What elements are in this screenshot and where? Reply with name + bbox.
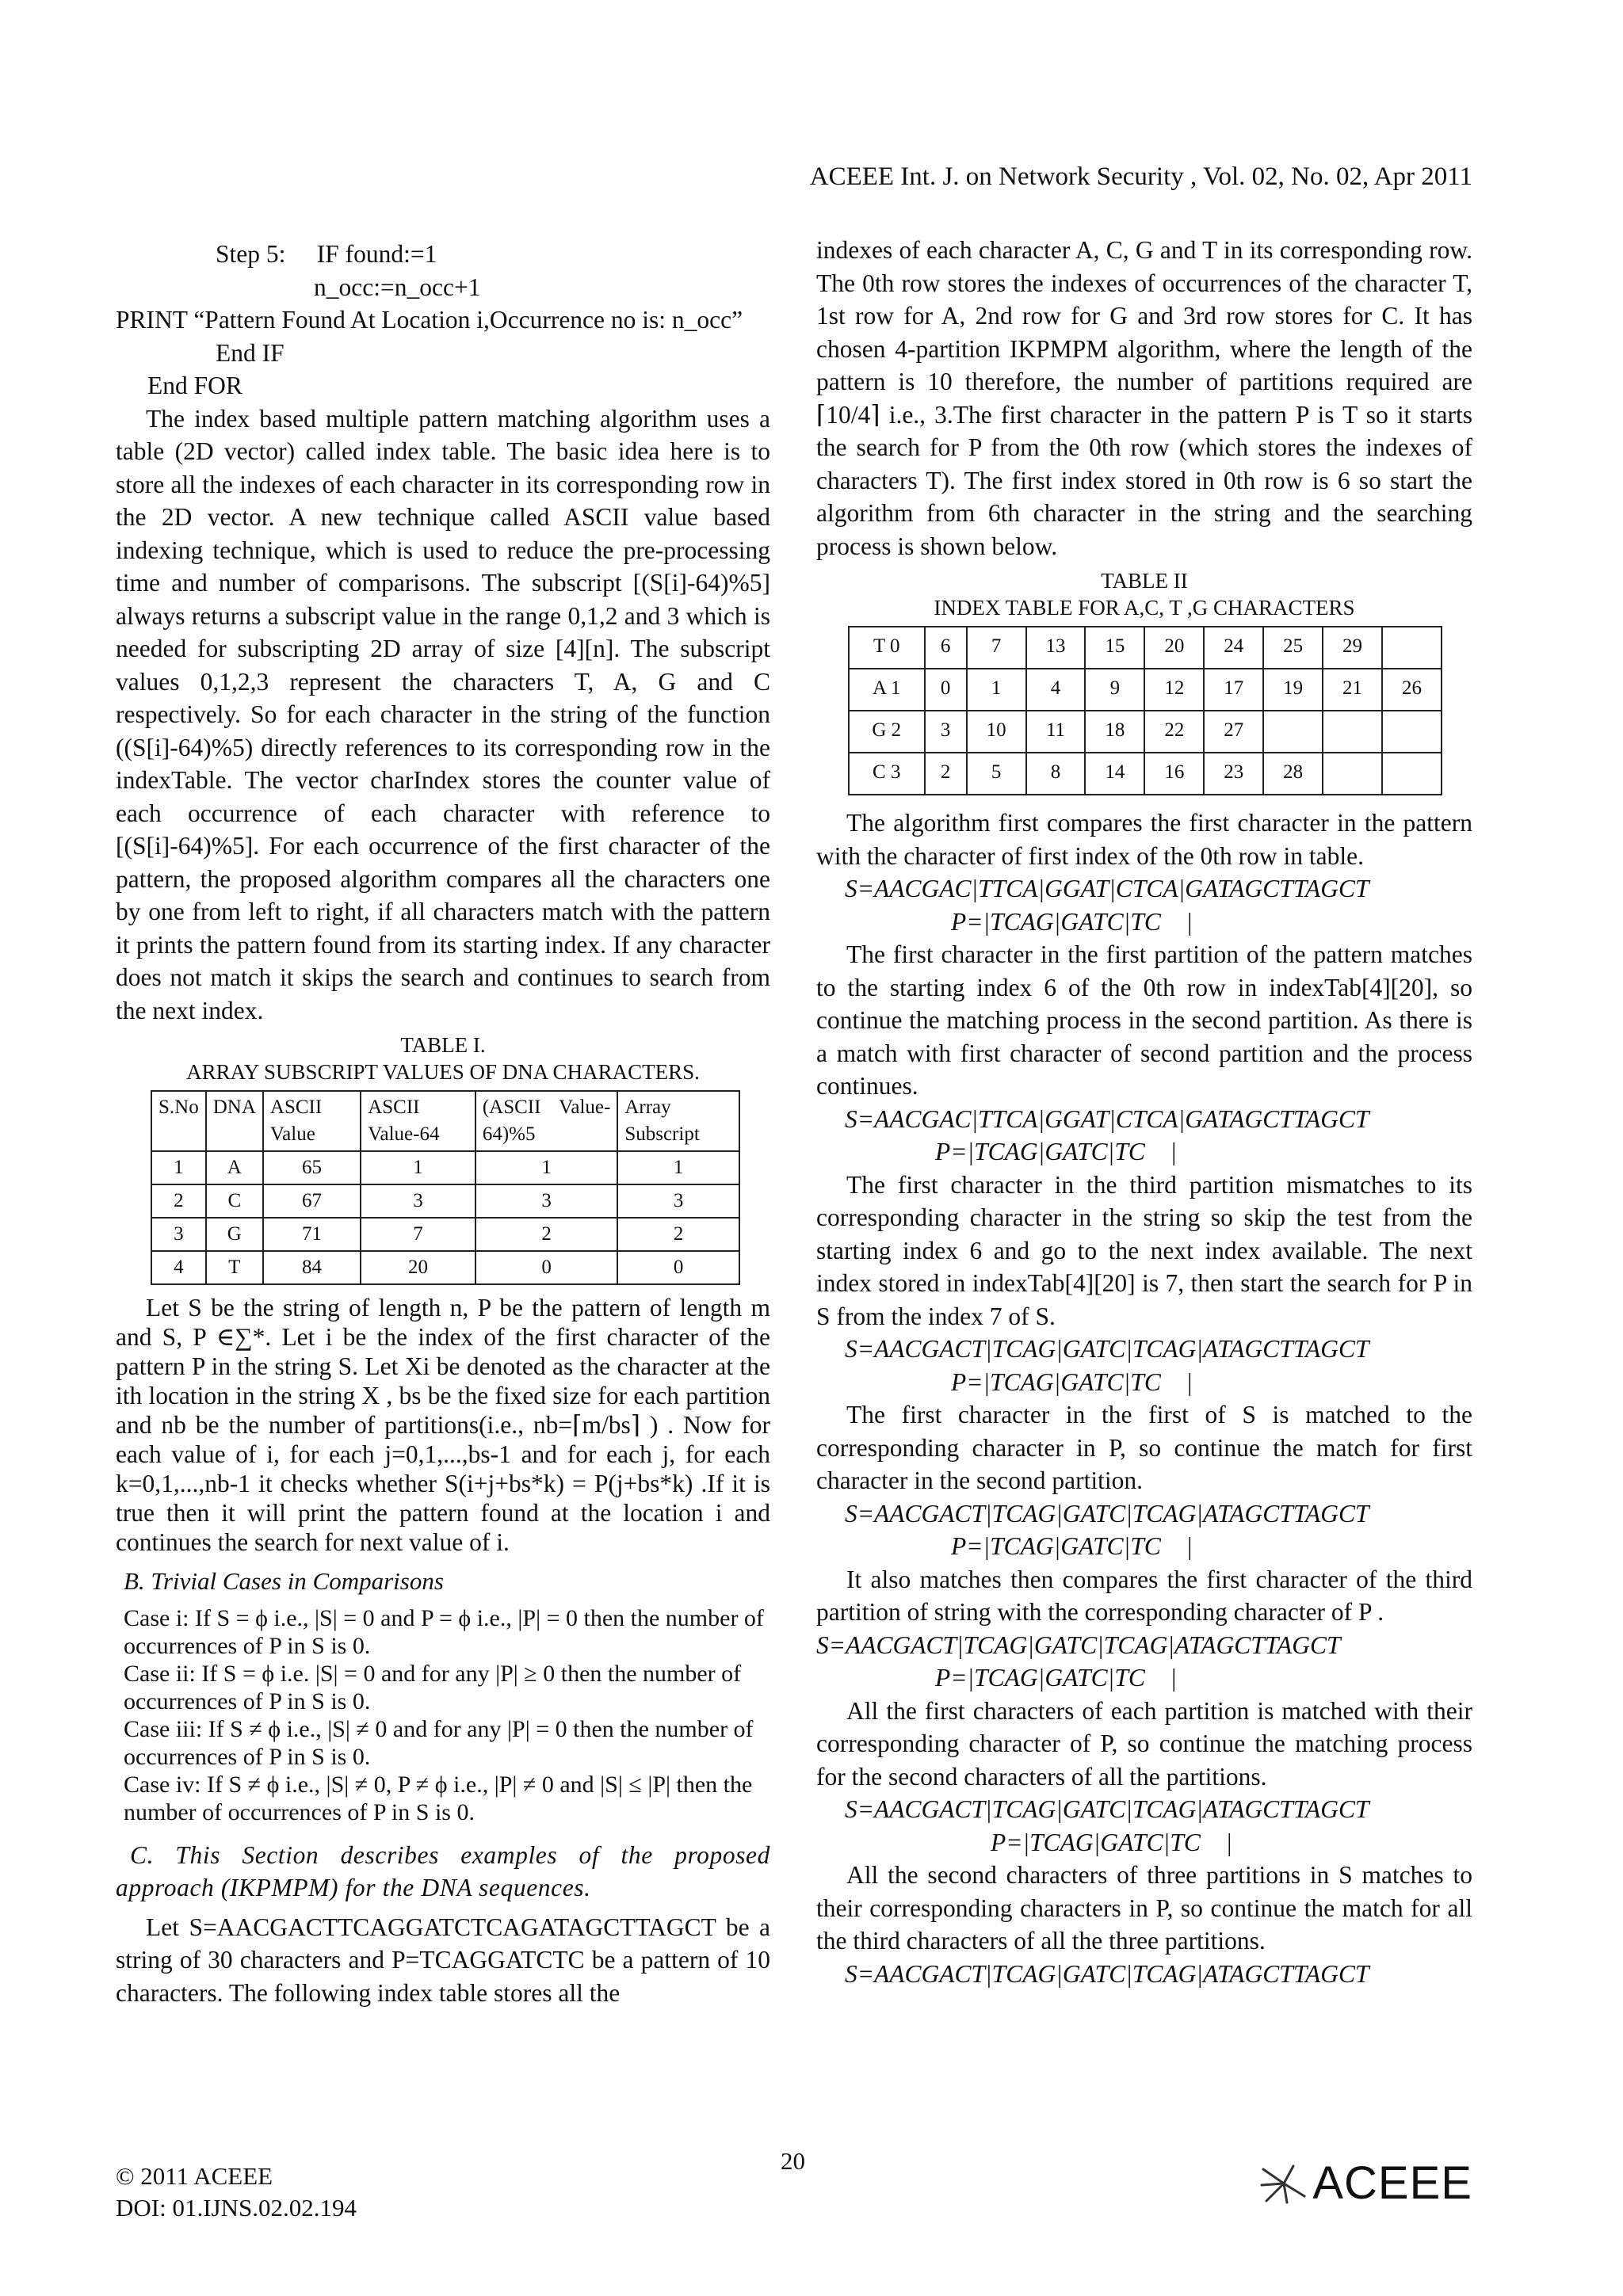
pattern-line-4: P=|TCAG|GATC|TC | xyxy=(951,1532,1193,1560)
table-cell: 3 xyxy=(151,1218,206,1251)
table-cell xyxy=(1323,753,1382,795)
table-cell: 19 xyxy=(1263,669,1323,711)
case-ii: Case ii: If S = ϕ i.e. |S| = 0 and for any |P| ≥ 0 then the number of occurrences of P in S is 0. xyxy=(124,1660,742,1714)
table-cell: A xyxy=(206,1151,263,1184)
table-cell: 67 xyxy=(263,1184,361,1218)
pattern-line-5: P=|TCAG|GATC|TC | xyxy=(935,1664,1178,1691)
table-header-cell: (ASCII Value-64)%5 xyxy=(475,1091,618,1151)
pattern-line-3: P=|TCAG|GATC|TC | xyxy=(951,1367,1193,1396)
table1-caption-number: TABLE I. xyxy=(400,1033,486,1057)
table-header-cell: ASCII Value-64 xyxy=(361,1091,475,1151)
table1-array-subscripts xyxy=(151,1090,740,1285)
table-cell: 4 xyxy=(151,1251,206,1284)
table-cell: 0 xyxy=(617,1251,739,1284)
table-cell: 1 xyxy=(475,1151,618,1184)
table-header-cell: ASCII Value xyxy=(263,1091,361,1151)
table-cell: G xyxy=(206,1218,263,1251)
table-cell: 3 xyxy=(617,1184,739,1218)
paragraph-second-chars: All the second characters of three partitions in S matches to their corresponding characters in P, so continue the match for all the third characters of all the three partitions. xyxy=(816,1861,1472,1955)
code-endif: End IF xyxy=(216,338,285,367)
table-cell: 0 xyxy=(925,669,967,711)
table-cell: A 1 xyxy=(849,669,925,711)
table-cell: T 0 xyxy=(849,627,925,669)
table-cell: 20 xyxy=(361,1251,475,1284)
table-cell xyxy=(1382,627,1442,669)
paragraph-compare-first: The algorithm first compares the first character in the pattern with the character of first index of the 0th row in table. xyxy=(816,809,1472,870)
table-header-cell: Array Subscript xyxy=(617,1091,739,1151)
table-cell: 16 xyxy=(1144,753,1204,795)
string-line-7: S=AACGACT|TCAG|GATC|TCAG|ATAGCTTAGCT xyxy=(845,1959,1369,1988)
page-number: 20 xyxy=(781,2147,805,2175)
paragraph-match-second: The first character in the first of S is matched to the corresponding character in P, so continue the match for first character in the second partition. xyxy=(816,1401,1472,1494)
pattern-line-2: P=|TCAG|GATC|TC | xyxy=(935,1138,1178,1165)
table-cell: 2 xyxy=(151,1184,206,1218)
table-cell: 65 xyxy=(263,1151,361,1184)
code-endfor: End FOR xyxy=(147,372,242,399)
journal-header: ACEEE Int. J. on Network Security , Vol. 02, No. 02, Apr 2011 xyxy=(809,162,1472,191)
doi: DOI: 01.IJNS.02.02.194 xyxy=(116,2194,357,2222)
table-cell: 9 xyxy=(1085,669,1144,711)
case-iv: Case iv: If S ≠ ϕ i.e., |S| ≠ 0, P ≠ ϕ i.e., |P| ≠ 0 and |S| ≤ |P| then the number of occurrences of P in S is 0. xyxy=(124,1771,753,1825)
table-row xyxy=(849,753,1442,795)
code-print: PRINT “Pattern Found At Location i,Occurrence no is: n_occ” xyxy=(116,306,743,334)
table-cell xyxy=(1263,711,1323,753)
table-cell: 84 xyxy=(263,1251,361,1284)
table-cell: 3 xyxy=(475,1184,618,1218)
table2-caption-title: INDEX TABLE FOR A,C, T ,G CHARACTERS xyxy=(934,596,1355,620)
table1-caption-title: ARRAY SUBSCRIPT VALUES OF DNA CHARACTERS. xyxy=(186,1060,700,1084)
table-cell: 3 xyxy=(361,1184,475,1218)
table-row xyxy=(849,711,1442,753)
string-line-6: S=AACGACT|TCAG|GATC|TCAG|ATAGCTTAGCT xyxy=(845,1795,1369,1823)
table-row xyxy=(151,1218,739,1251)
table-row xyxy=(151,1251,739,1284)
table-cell: 1 xyxy=(151,1151,206,1184)
table-cell: C xyxy=(206,1184,263,1218)
table-cell: 17 xyxy=(1204,669,1263,711)
table-header-cell: DNA xyxy=(206,1091,263,1151)
table-cell: 5 xyxy=(967,753,1026,795)
pattern-line-1: P=|TCAG|GATC|TC | xyxy=(951,907,1193,936)
section-c-heading: C. This Section describes examples of the proposed approach (IKPMPM) for the DNA sequences. xyxy=(116,1840,770,1901)
table-cell: 23 xyxy=(1204,753,1263,795)
table-cell: 3 xyxy=(925,711,967,753)
table-cell xyxy=(1382,753,1442,795)
table-cell: 21 xyxy=(1323,669,1382,711)
table-cell: 25 xyxy=(1263,627,1323,669)
right-column xyxy=(816,234,1472,1990)
table-cell: 2 xyxy=(925,753,967,795)
table-cell: G 2 xyxy=(849,711,925,753)
star-burst-icon xyxy=(1258,2161,1309,2206)
paragraph-definitions: Let S be the string of length n, P be the pattern of length m and S, P ∈∑*. Let i be the index of the first character of the pattern P in the string S. Let Xi be denoted as the character at the ith location in the string X , bs be the fixed size for each partition and nb be the number of partitions(i.e., nb=⌈m/bs⌉ ) . Now for each value of i, for each j=0,1,...,bs-1 and for each j, for each k=0,1,...,nb-1 it checks whether S(i+j+bs*k) = P(j+bs*k) .If it is true then it will print the pattern found at the location i and continues the search for next value of i. xyxy=(116,1294,770,1556)
table2-caption xyxy=(816,567,1472,621)
table-cell: 18 xyxy=(1085,711,1144,753)
string-line-2: S=AACGAC|TTCA|GGAT|CTCA|GATAGCTTAGCT xyxy=(845,1104,1369,1133)
left-column xyxy=(116,238,770,2009)
table-cell: 7 xyxy=(967,627,1026,669)
case-iii: Case iii: If S ≠ ϕ i.e., |S| ≠ 0 and for any |P| = 0 then the number of occurrences of P in S is 0. xyxy=(124,1715,754,1770)
table-cell: 10 xyxy=(967,711,1026,753)
copyright: © 2011 ACEEE xyxy=(116,2162,273,2190)
table-cell: 11 xyxy=(1026,711,1086,753)
table-row xyxy=(151,1151,739,1184)
paragraph-index-table-intro: The index based multiple pattern matching algorithm uses a table (2D vector) called index table. The basic idea here is to store all the indexes of each character in its corresponding row in the 2D vector. A new technique called ASCII value based indexing technique, which is used to reduce the pre-processing time and number of comparisons. The subscript [(S[i]-64)%5] always returns a subscript value in the range 0,1,2 and 3 which is needed for subscripting 2D array of size [4][n]. The subscript values 0,1,2,3 represent the characters T, A, G and C respectively. So for each character in the string of the function ((S[i]-64)%5) directly references to its corresponding row in the indexTable. The vector charIndex stores the counter value of each occurrence of each character with reference to [(S[i]-64)%5]. For each occurrence of the first character of the pattern, the proposed algorithm compares all the characters one by one from left to right, if all characters match with the pattern it prints the pattern found from its starting index. If any character does not match it skips the search and continues to search from the next index. xyxy=(116,404,770,1024)
table1-caption xyxy=(116,1032,770,1085)
table2-caption-number: TABLE II xyxy=(1101,569,1188,593)
table-cell: 1 xyxy=(967,669,1026,711)
table2-index-table xyxy=(848,626,1442,795)
table-row xyxy=(151,1184,739,1218)
table-header-cell: S.No xyxy=(151,1091,206,1151)
table-cell: 14 xyxy=(1085,753,1144,795)
string-line-4: S=AACGACT|TCAG|GATC|TCAG|ATAGCTTAGCT xyxy=(845,1499,1369,1527)
aceee-logo xyxy=(1258,2157,1472,2210)
pattern-line-6: P=|TCAG|GATC|TC | xyxy=(991,1828,1233,1856)
table-cell: 29 xyxy=(1323,627,1382,669)
table-cell: 6 xyxy=(925,627,967,669)
table-cell: 71 xyxy=(263,1218,361,1251)
section-b-heading: B. Trivial Cases in Comparisons xyxy=(124,1567,444,1595)
table-cell: 1 xyxy=(617,1151,739,1184)
table-header-row xyxy=(151,1091,739,1151)
paragraph-index-rows: indexes of each character A, C, G and T in its corresponding row. The 0th row stores the indexes of occurrences of the character T, 1st row for A, 2nd row for G and 3rd row stores for C. It has chosen 4-partition IKPMPM algorithm, where the length of the pattern is 10 therefore, the number of partitions required are ⌈10/4⌉ i.e., 3.The first character in the pattern P is T so it starts the search for P from the 0th row (which stores the indexes of characters T). The first index stored in 0th row is 6 so start the algorithm from 6th character in the string and the searching process is shown below. xyxy=(816,236,1472,560)
table-cell: 20 xyxy=(1144,627,1204,669)
table-cell: 15 xyxy=(1085,627,1144,669)
table-cell xyxy=(1382,711,1442,753)
string-line-5: S=AACGACT|TCAG|GATC|TCAG|ATAGCTTAGCT xyxy=(816,1630,1341,1659)
table-cell: 13 xyxy=(1026,627,1086,669)
table-cell: 12 xyxy=(1144,669,1204,711)
table-row xyxy=(849,669,1442,711)
paragraph-example-intro: Let S=AACGACTTCAGGATCTCAGATAGCTTAGCT be a string of 30 characters and P=TCAGGATCTC be a pattern of 10 characters. The following index table stores all the xyxy=(116,1913,770,2007)
table-cell: 26 xyxy=(1382,669,1442,711)
code-nocc: n_occ:=n_occ+1 xyxy=(314,273,481,301)
paragraph-first-partition: The first character in the first partition of the pattern matches to the starting index 6 of the 0th row in indexTab[4][20], so continue the matching process in the second partition. As there is a match with first character of second partition and the process continues. xyxy=(816,940,1472,1100)
table-cell: T xyxy=(206,1251,263,1284)
table-cell: C 3 xyxy=(849,753,925,795)
table-cell: 28 xyxy=(1263,753,1323,795)
table-cell: 4 xyxy=(1026,669,1086,711)
table-cell: 22 xyxy=(1144,711,1204,753)
paragraph-mismatch: The first character in the third partition mismatches to its corresponding character in the string so skip the test from the starting index 6 and go to the next index available. The next index stored in indexTab[4][20] is 7, then start the search for P in S from the index 7 of S. xyxy=(816,1170,1472,1330)
string-line-3: S=AACGACT|TCAG|GATC|TCAG|ATAGCTTAGCT xyxy=(845,1335,1369,1363)
footer-left xyxy=(116,2161,357,2224)
table-cell: 2 xyxy=(475,1218,618,1251)
string-line-1: S=AACGAC|TTCA|GGAT|CTCA|GATAGCTTAGCT xyxy=(845,875,1369,902)
table-cell: 0 xyxy=(475,1251,618,1284)
table-row xyxy=(849,627,1442,669)
table-cell: 24 xyxy=(1204,627,1263,669)
paragraph-third-partition: It also matches then compares the first character of the third partition of string with the corresponding character of P . xyxy=(816,1565,1472,1626)
table-cell: 8 xyxy=(1026,753,1086,795)
paragraph-all-first-matched: All the first characters of each partition is matched with their corresponding character of P, so continue the matching process for the second characters of all the partitions. xyxy=(816,1696,1472,1791)
code-step5: Step 5: IF found:=1 xyxy=(216,240,437,268)
table-cell: 2 xyxy=(617,1218,739,1251)
table-cell xyxy=(1323,711,1382,753)
table-cell: 1 xyxy=(361,1151,475,1184)
case-i: Case i: If S = ϕ i.e., |S| = 0 and P = ϕ i.e., |P| = 0 then the number of occurrences of P in S is 0. xyxy=(124,1604,764,1659)
table-cell: 7 xyxy=(361,1218,475,1251)
logo-text: ACEEE xyxy=(1312,2157,1472,2209)
table-cell: 27 xyxy=(1204,711,1263,753)
